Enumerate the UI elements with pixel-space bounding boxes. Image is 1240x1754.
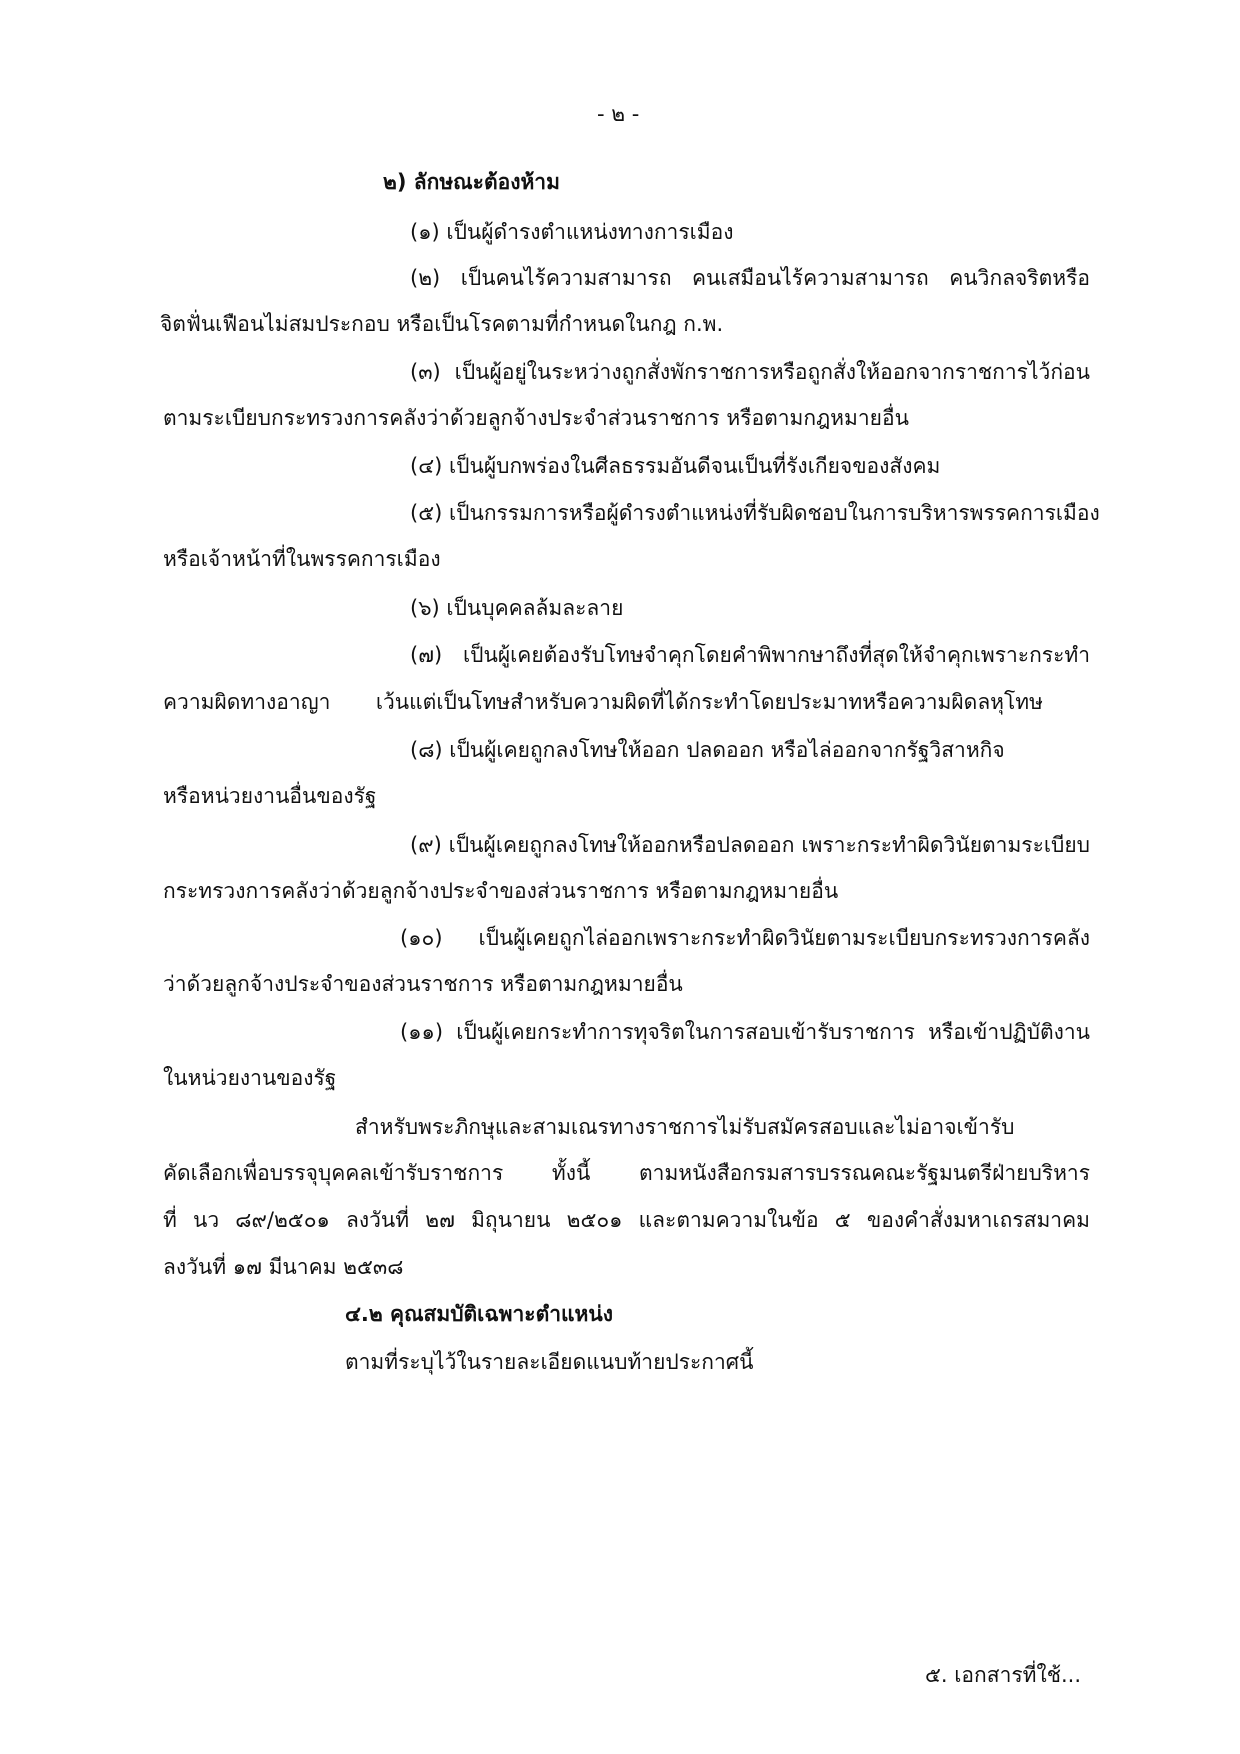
prohibition-item-5: (๕) เป็นกรรมการหรือผู้ดำรงตำแหน่งที่รับผิดชอบในการบริหารพรรคการเมือง: [410, 501, 1100, 525]
prohibition-item-5-continuation: หรือเจ้าหน้าที่ในพรรคการเมือง: [163, 547, 441, 571]
prohibition-item-7-continuation: ความผิดทางอาญา เว้นแต่เป็นโทษสำหรับความผิดที่ได้กระทำโดยประมาทหรือความผิดลหุโทษ: [163, 690, 1043, 714]
page-number: - ๒ -: [597, 102, 640, 126]
prohibition-item-10: (๑๐) เป็นผู้เคยถูกไล่ออกเพราะกระทำผิดวินัยตามระเบียบกระทรวงการคลัง: [400, 926, 1090, 950]
prohibition-item-3-continuation: ตามระเบียบกระทรวงการคลังว่าด้วยลูกจ้างประจำส่วนราชการ หรือตามกฎหมายอื่น: [163, 406, 909, 430]
prohibition-item-11: (๑๑) เป็นผู้เคยกระทำการทุจริตในการสอบเข้ารับราชการ หรือเข้าปฏิบัติงาน: [400, 1020, 1090, 1044]
monk-note-line-4: ลงวันที่ ๑๗ มีนาคม ๒๕๓๘: [163, 1255, 404, 1279]
monk-note-line-3: ที่ นว ๘๙/๒๕๐๑ ลงวันที่ ๒๗ มิถุนายน ๒๕๐๑ และตามความในข้อ ๕ ของคำสั่งมหาเถรสมาคม: [163, 1208, 1090, 1232]
prohibition-item-10-continuation: ว่าด้วยลูกจ้างประจำของส่วนราชการ หรือตามกฎหมายอื่น: [163, 972, 683, 996]
monk-note-line-1: สำหรับพระภิกษุและสามเณรทางราชการไม่รับสมัครสอบและไม่อาจเข้ารับ: [355, 1115, 1015, 1139]
prohibition-item-3: (๓) เป็นผู้อยู่ในระหว่างถูกสั่งพักราชการหรือถูกสั่งให้ออกจากราชการไว้ก่อน: [410, 360, 1090, 384]
section-heading-prohibitions: ๒) ลักษณะต้องห้าม: [383, 170, 560, 194]
specific-qualifications-text: ตามที่ระบุไว้ในรายละเอียดแนบท้ายประกาศนี้: [345, 1350, 754, 1374]
prohibition-item-6: (๖) เป็นบุคคลล้มละลาย: [410, 596, 624, 620]
section-heading-specific-qualifications: ๔.๒ คุณสมบัติเฉพาะตำแหน่ง: [345, 1302, 613, 1326]
prohibition-item-8: (๘) เป็นผู้เคยถูกลงโทษให้ออก ปลดออก หรือไล่ออกจากรัฐวิสาหกิจ: [410, 738, 1005, 762]
prohibition-item-9: (๙) เป็นผู้เคยถูกลงโทษให้ออกหรือปลดออก เพราะกระทำผิดวินัยตามระเบียบ: [410, 833, 1090, 857]
prohibition-item-11-continuation: ในหน่วยงานของรัฐ: [163, 1066, 337, 1090]
prohibition-item-4: (๔) เป็นผู้บกพร่องในศีลธรรมอันดีจนเป็นที่รังเกียจของสังคม: [410, 454, 941, 478]
prohibition-item-1: (๑) เป็นผู้ดำรงตำแหน่งทางการเมือง: [410, 220, 734, 244]
prohibition-item-2: (๒) เป็นคนไร้ความสามารถ คนเสมือนไร้ความสามารถ คนวิกลจริตหรือ: [410, 266, 1090, 290]
continuation-marker: ๕. เอกสารที่ใช้...: [925, 1663, 1082, 1687]
prohibition-item-7: (๗) เป็นผู้เคยต้องรับโทษจำคุกโดยคำพิพากษาถึงที่สุดให้จำคุกเพราะกระทำ: [410, 643, 1090, 667]
monk-note-line-2: คัดเลือกเพื่อบรรจุบุคคลเข้ารับราชการ ทั้งนี้ ตามหนังสือกรมสารบรรณคณะรัฐมนตรีฝ่ายบริหาร: [163, 1161, 1090, 1185]
prohibition-item-2-continuation: จิตฟั่นเฟือนไม่สมประกอบ หรือเป็นโรคตามที่กำหนดในกฎ ก.พ.: [160, 312, 724, 336]
prohibition-item-9-continuation: กระทรวงการคลังว่าด้วยลูกจ้างประจำของส่วนราชการ หรือตามกฎหมายอื่น: [163, 879, 839, 903]
prohibition-item-8-continuation: หรือหน่วยงานอื่นของรัฐ: [163, 784, 377, 808]
